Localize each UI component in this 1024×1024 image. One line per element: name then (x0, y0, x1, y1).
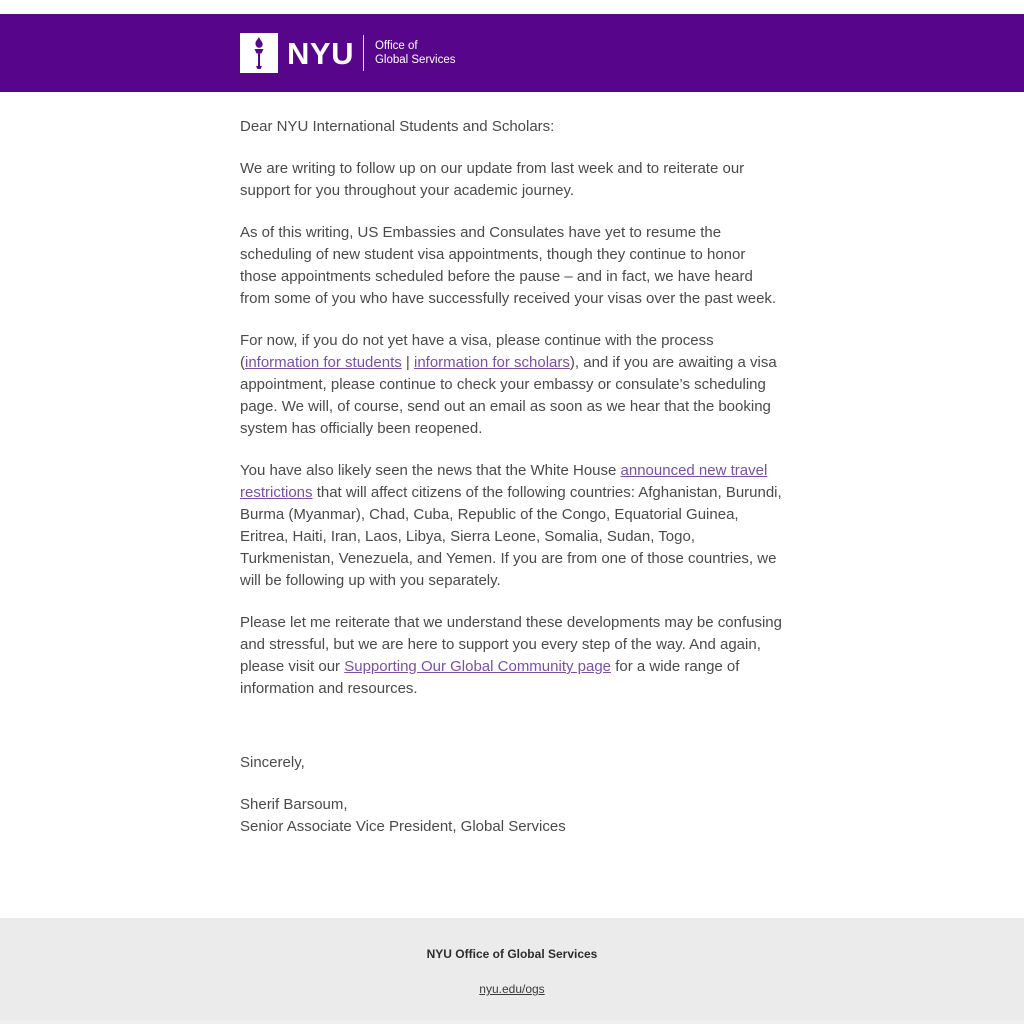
email-content (212, 92, 812, 918)
text-segment: ), and if you are awaiting a visa appointment, please continue to check your embassy or consulate’s scheduling page. We will, of course, send out an email as soon as we hear that the booking system has officially been reopened. (240, 354, 777, 437)
text-segment: | (401, 354, 414, 371)
link-information-for-students[interactable]: information for students (245, 354, 402, 371)
link-supporting-our-global-community-page[interactable]: Supporting Our Global Community page (344, 658, 612, 675)
paragraph-travel-restrictions (240, 460, 784, 592)
paragraph-visa-process (240, 330, 784, 440)
salutation: Dear NYU International Students and Scholars: (240, 118, 555, 135)
paragraph-intro: We are writing to follow up on our update from last week and to reiterate our support for you throughout your academic journey. (240, 160, 745, 199)
paragraph-embassies: As of this writing, US Embassies and Consulates have yet to resume the scheduling of new student visa appointments, though they continue to honor those appointments scheduled before the pause – and in fact, we have heard from some of you who have successfully received your visas over the past week. (240, 224, 777, 307)
department-line1: Office of (374, 40, 418, 52)
text-segment: for a wide range of information and resources. (240, 658, 740, 697)
torch-icon-glyph (248, 36, 270, 70)
signature-closing: Sincerely, (240, 754, 305, 771)
signature-title: Senior Associate Vice President, Global Services (240, 818, 566, 835)
top-white-strip (0, 0, 1024, 14)
signature-name: Sherif Barsoum, (240, 796, 348, 813)
paragraph-support (240, 612, 784, 700)
logo-divider (363, 35, 364, 71)
header-banner (0, 14, 1024, 92)
nyu-torch-icon (240, 33, 278, 73)
text-segment: Please let me reiterate that we understand these developments may be confusing and stressful, but we are here to support you every step of the way. And again, please visit our (240, 614, 782, 675)
footer-link-nyu-edu-ogs[interactable]: nyu.edu/ogs (479, 982, 545, 996)
text-segment: You have also likely seen the news that the White House (240, 462, 621, 479)
text-segment: For now, if you do not yet have a visa, please continue with the process ( (240, 332, 714, 371)
nyu-wordmark: NYU (287, 35, 354, 71)
header-inner (212, 33, 812, 73)
link-announced-new-travel-restrictions[interactable]: announced new travel restrictions (240, 462, 768, 501)
link-information-for-scholars[interactable]: information for scholars (413, 354, 570, 371)
footer-bottom-strip (0, 1020, 1024, 1024)
email-footer (0, 918, 1024, 1020)
department-line2: Global Services (374, 54, 456, 66)
email-body (0, 92, 1024, 918)
department-name (375, 39, 456, 67)
text-segment: that will affect citizens of the following countries: Afghanistan, Burundi, Burma (Myanmar), Chad, Cuba, Republic of the Congo, Equatorial Guinea, Eritrea, Haiti, Iran, Laos, Libya, Sierra Leone, Somalia, Sudan, Togo, Turkmenistan, Venezuela, and Yemen. If you are from one of those countries, we will be following up with you separately. (240, 484, 782, 589)
nyu-logo (240, 33, 456, 73)
footer-title: NYU Office of Global Services (426, 947, 598, 961)
